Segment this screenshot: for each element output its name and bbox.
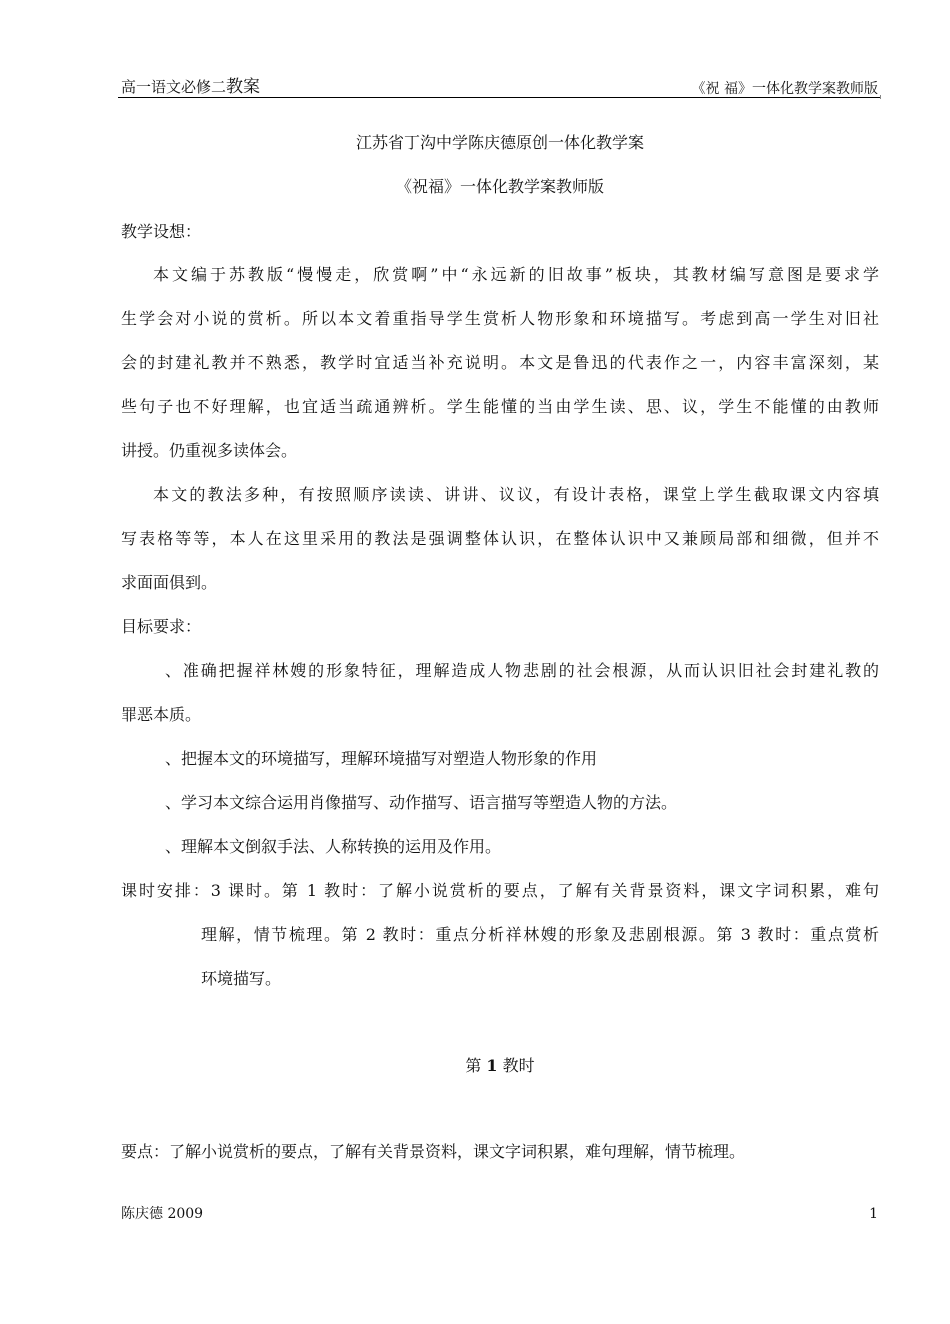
- goal-2: 、把握本文的环境描写，理解环境描写对塑造人物形象的作用: [165, 749, 598, 768]
- footer-author: 陈庆德 2009: [121, 1206, 204, 1222]
- footer-page-number: 1: [869, 1206, 878, 1222]
- goal-4: 、理解本文倒叙手法、人称转换的运用及作用。: [165, 837, 502, 856]
- header-doc-title: 《祝 福》一体化教学案教师版: [691, 81, 878, 97]
- header-course-suffix: 教案: [226, 77, 261, 97]
- doc-title-line1: 江苏省丁沟中学陈庆德原创一体化教学案: [355, 133, 644, 152]
- design-p1-line1: 本文编于苏教版“慢慢走，欣赏啊”中“永远新的旧故事”板块，其教材编写意图是要求学: [153, 265, 879, 284]
- doc-title-line2: 《祝福》一体化教学案教师版: [395, 177, 604, 196]
- lesson1-keypoints: 要点：了解小说赏析的要点，了解有关背景资料，课文字词积累，难句理解，情节梳理。: [121, 1142, 746, 1161]
- schedule-line1: 课时安排：3 课时。第 1 教时：了解小说赏析的要点，了解有关背景资料，课文字词积累，难句: [121, 881, 879, 900]
- header-course-label: [121, 78, 260, 96]
- design-p1-line2: 生学会对小说的赏析。所以本文着重指导学生赏析人物形象和环境描写。考虑到高一学生对旧社: [121, 309, 879, 328]
- design-p1-line4: 些句子也不好理解，也宜适当疏通辨析。学生能懂的当由学生读、思、议，学生不能懂的由教师: [121, 397, 879, 416]
- header-rule: [118, 97, 880, 98]
- lesson1-heading-num: 1: [486, 1056, 498, 1075]
- goal-1-line2: 罪恶本质。: [121, 705, 202, 724]
- schedule-line2: 理解，情节梳理。第 2 教时：重点分析祥林嫂的形象及悲剧根源。第 3 教时：重点赏析: [201, 925, 879, 944]
- design-p2-line3: 求面面俱到。: [121, 573, 218, 592]
- lesson1-heading-pre: 第: [465, 1056, 487, 1075]
- header-rule-tick: [880, 95, 881, 99]
- design-p1-line3: 会的封建礼教并不熟悉，教学时宜适当补充说明。本文是鲁迅的代表作之一，内容丰富深刻，某: [121, 353, 879, 372]
- schedule-line3: 环境描写。: [201, 969, 282, 988]
- design-p2-line1: 本文的教法多种，有按照顺序读读、讲讲、议议，有设计表格，课堂上学生截取课文内容填: [153, 485, 879, 504]
- goal-3: 、学习本文综合运用肖像描写、动作描写、语言描写等塑造人物的方法。: [165, 793, 678, 812]
- design-p1-line5: 讲授。仍重视多读体会。: [121, 441, 298, 460]
- lesson1-heading: [121, 1057, 879, 1075]
- goal-1-line1: 、准确把握祥林嫂的形象特征，理解造成人物悲剧的社会根源，从而认识旧社会封建礼教的: [165, 661, 879, 680]
- design-heading: 教学设想：: [121, 222, 202, 241]
- goals-heading: 目标要求：: [121, 617, 202, 636]
- design-p2-line2: 写表格等等，本人在这里采用的教法是强调整体认识，在整体认识中又兼顾局部和细微，但并不: [121, 529, 879, 548]
- lesson1-heading-post: 教时: [497, 1056, 535, 1075]
- header-course-text: 高一语文必修二: [121, 78, 227, 96]
